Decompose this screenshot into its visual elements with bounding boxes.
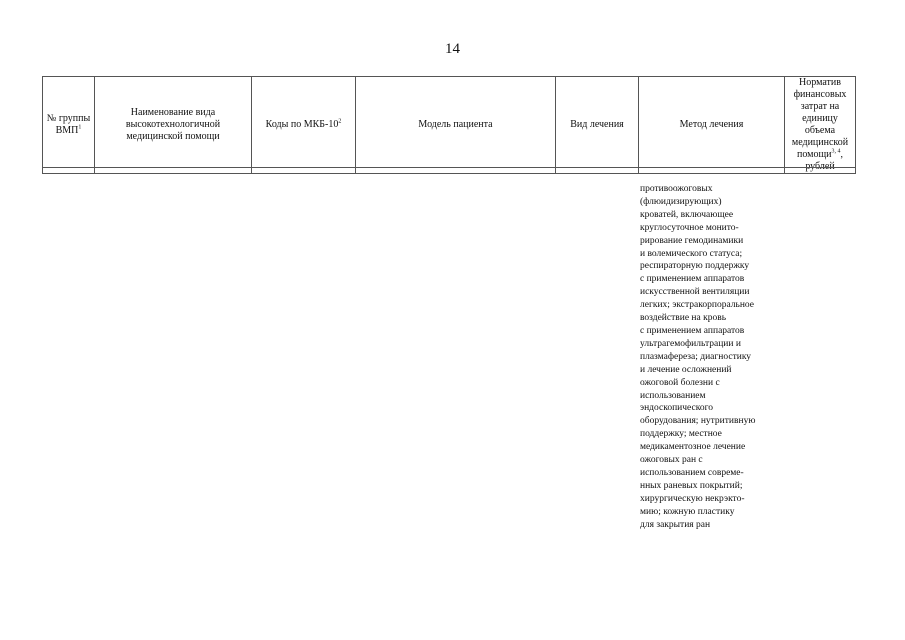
header-treatment-method: Метод лечения	[639, 77, 785, 174]
header-care-type-name: Наименование вида высокотехнологичной медицинской помощи	[95, 77, 252, 174]
header-icd-codes: Коды по МКБ-$10^2$	[252, 77, 356, 174]
header-patient-model: Модель пациента	[356, 77, 556, 174]
header-treatment-type: Вид лечения	[556, 77, 639, 174]
page-number: 14	[445, 41, 460, 57]
footnote-mark-1: 1	[78, 124, 82, 131]
table-header	[42, 76, 856, 174]
treatment-method-text: противоожоговых (флюидизирующих) кроватей, включающее круглосуточное монито- рирование гемодинамики и волемического статуса; респираторную поддержку с применением аппаратов искусственной вентиляции легких; экстракорпоральное воздействие на кровь с применением аппаратов ультрагемофильтрации и плазмафереза; диагностику и лечение осложнений ожоговой болезни с использованием эндоскопического оборудования; нутритивную поддержку; местное медикаментозное лечение ожоговых ран с использованием совреме- нных раневых покрытий; хирургическую некрэкто- мию; кожную пластику для закрытия ран	[640, 184, 756, 530]
header-bottom-rule	[42, 167, 855, 168]
footnote-mark-2: 2	[338, 118, 342, 125]
footnote-mark-3-4: 3, 4	[831, 148, 841, 155]
header-group-number: № группы ВМП$^1$	[43, 77, 95, 174]
header-financial-norm: Норматив финансовых затрат на единицу объема медицинской помощи$^{3, 4}$, рублей	[785, 77, 856, 174]
